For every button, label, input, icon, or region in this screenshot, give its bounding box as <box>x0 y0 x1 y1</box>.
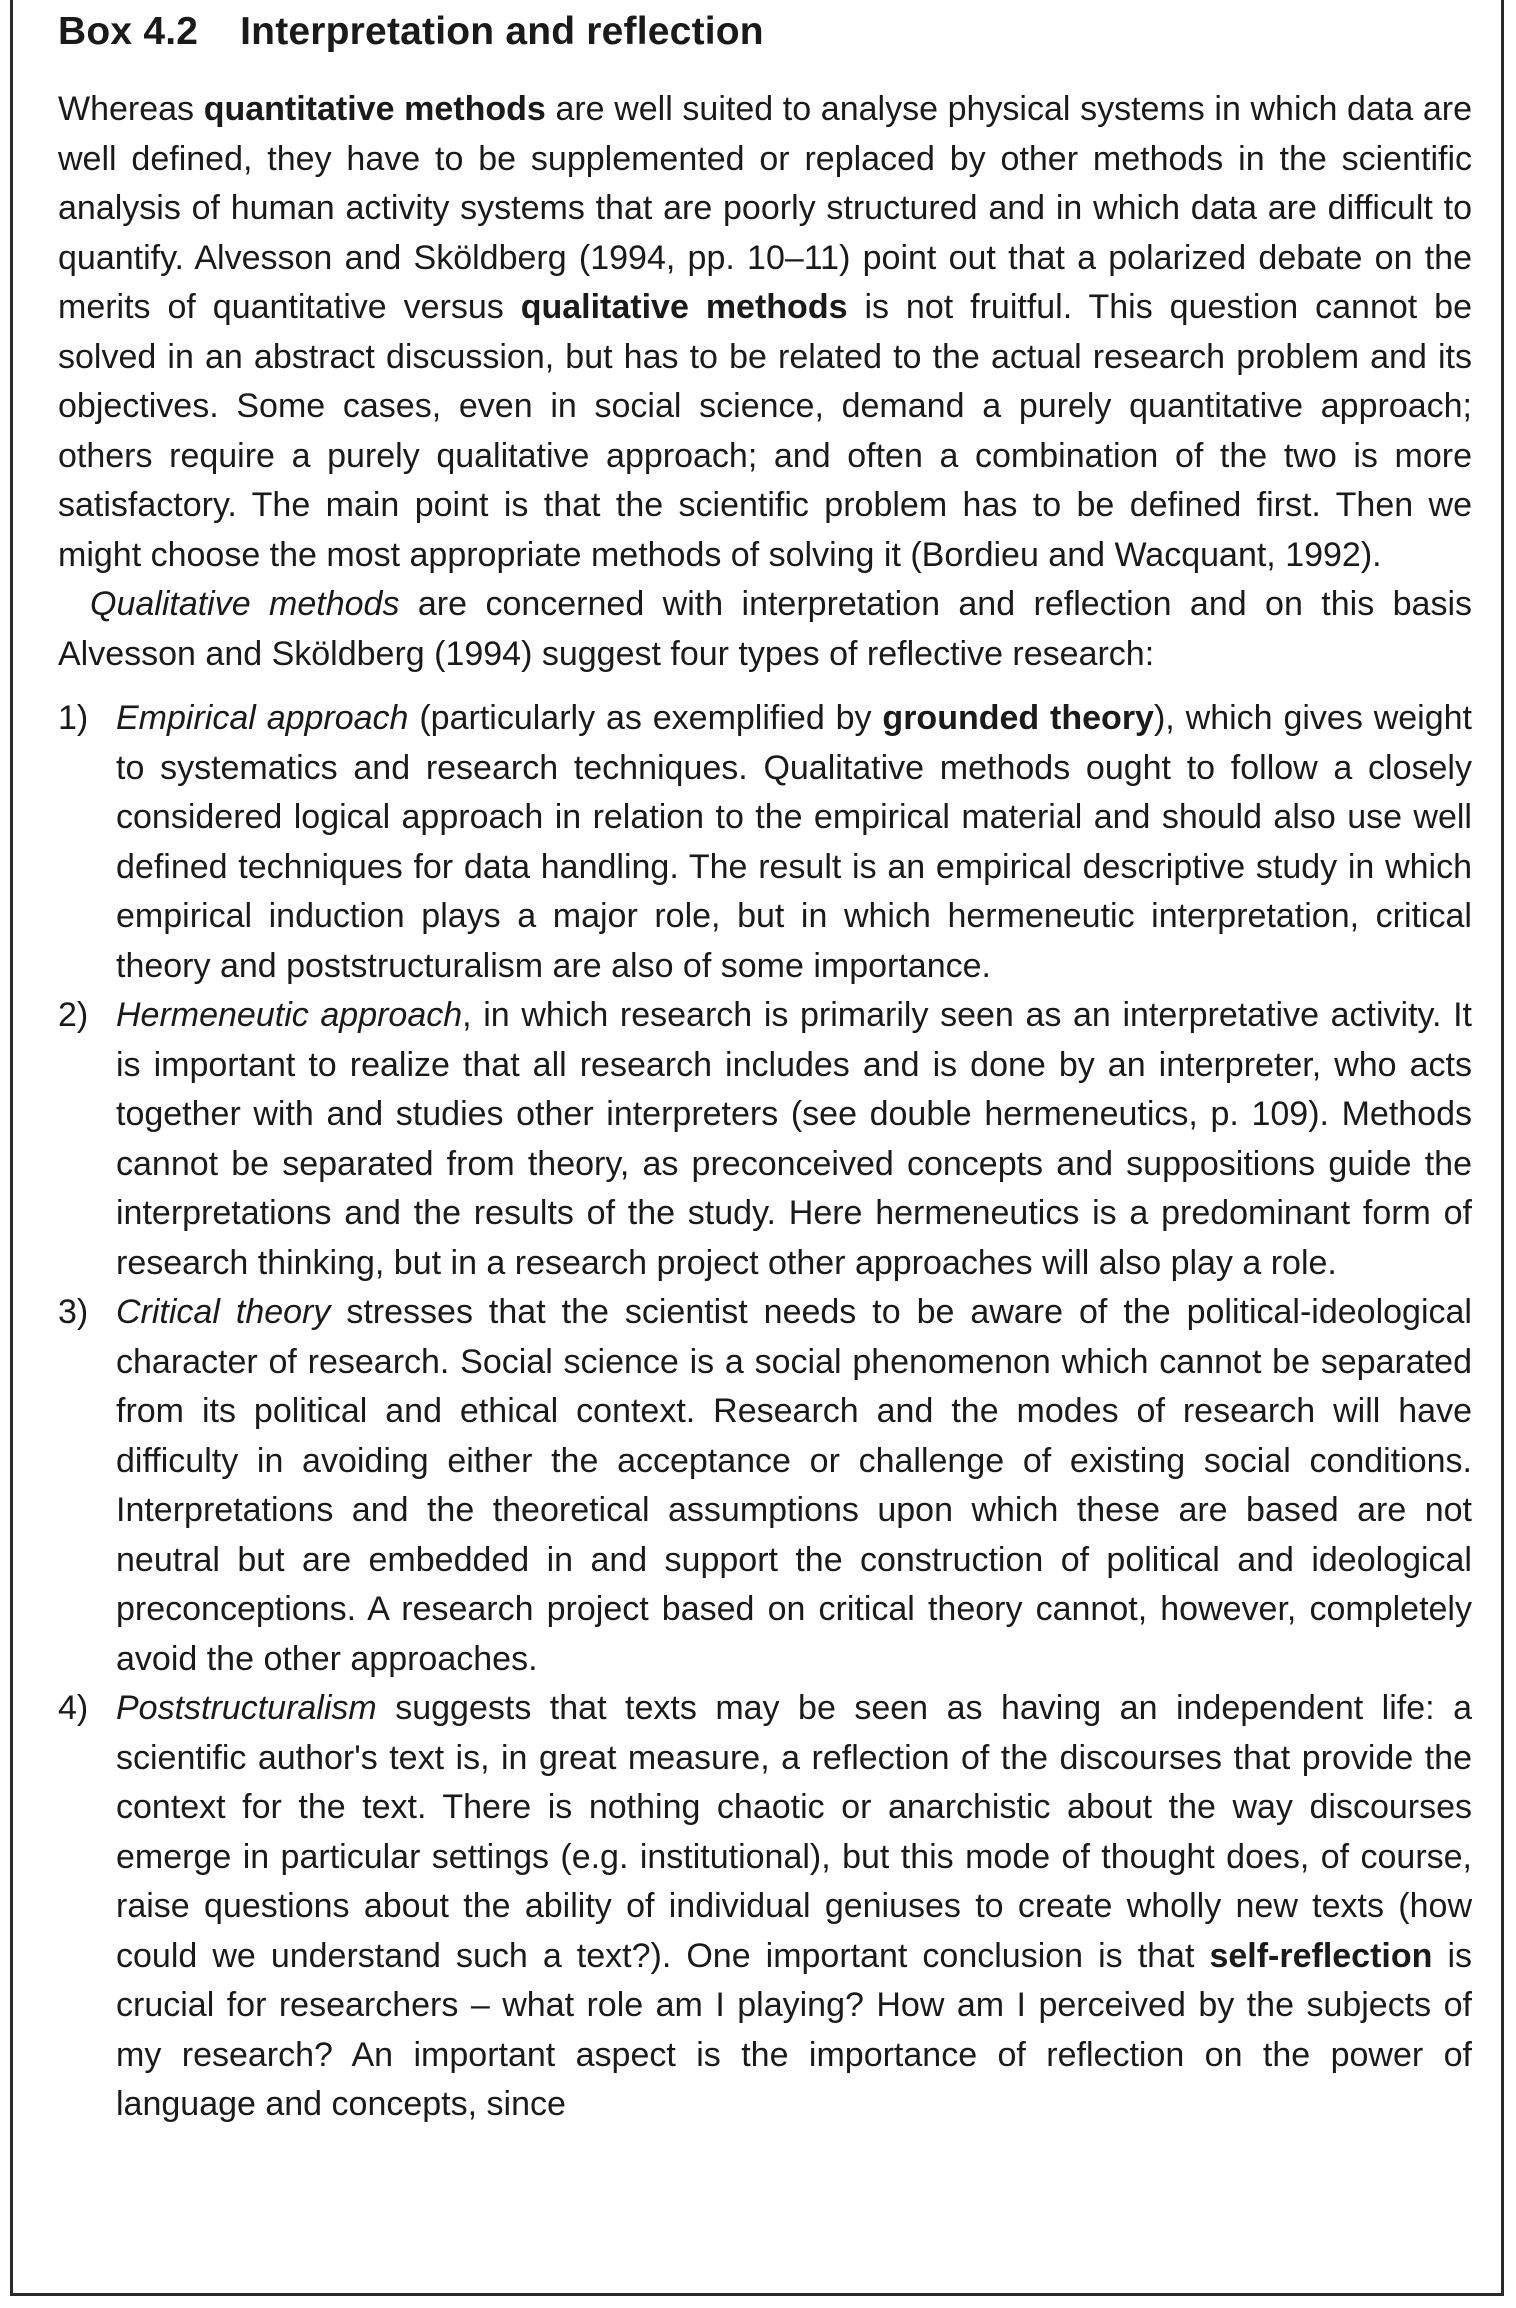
list-item: 2) Hermeneutic approach, in which research is primarily seen as an interpretative activity. It is important to realize that all research includes and is done by an interpreter, who acts together with and studies other interpreters (see double hermeneutics, p. 109). Methods cannot be separated from theory, as preconceived concepts and suppositions guide the interpretations and the results of the study. Here hermeneutics is a predominant form of research thinking, but in a research project other approaches will also play a role. <box>58 991 1472 1288</box>
list-item-number: 3) <box>58 1293 89 1331</box>
list-item-term: Hermeneutic approach <box>116 996 463 1034</box>
box-number: Box 4.2 <box>58 10 199 53</box>
reflective-research-list <box>58 694 1472 2130</box>
list-item-term: Critical theory <box>116 1293 331 1331</box>
list-item-number: 2) <box>58 996 89 1034</box>
box-title <box>58 10 764 54</box>
list-item-term: Poststructuralism <box>116 1689 377 1727</box>
list-item-number: 4) <box>58 1689 89 1727</box>
term-grounded-theory: grounded theory <box>882 699 1154 737</box>
list-item: 1) Empirical approach (particularly as exemplified by grounded theory), which gives weight to systematics and research techniques. Qualitative methods ought to follow a closely considered logical approach in relation to the empirical material and should also use well defined techniques for data handling. The result is an empirical descriptive study in which empirical induction plays a major role, but in which hermeneutic interpretation, critical theory and poststructuralism are also of some importance. <box>58 694 1472 991</box>
term-qualitative-methods-italic: Qualitative methods <box>90 585 400 623</box>
term-quantitative-methods: quantitative methods <box>203 90 546 128</box>
intro-paragraph-1: Whereas quantitative methods are well suited to analyse physical systems in which data are well defined, they have to be supplemented or replaced by other methods in the scientific analysis of human activity systems that are poorly structured and in which data are difficult to quantify. Alvesson and Sköldberg (1994, pp. 10–11) point out that a polarized debate on the merits of quantitative versus qualitative methods is not fruitful. This question cannot be solved in an abstract discussion, but has to be related to the actual research problem and its objectives. Some cases, even in social science, demand a purely quantitative approach; others require a purely qualitative approach; and often a combination of the two is more satisfactory. The main point is that the scientific problem has to be defined first. Then we might choose the most appropriate methods of solving it (Bordieu and Wacquant, 1992). <box>58 90 1472 574</box>
box-content <box>58 85 1472 2130</box>
list-item: 3) Critical theory stresses that the scientist needs to be aware of the political-ideological character of research. Social science is a social phenomenon which cannot be separated from its political and ethical context. Research and the modes of research will have difficulty in avoiding either the acceptance or challenge of existing social conditions. Interpretations and the theoretical assumptions upon which these are based are not neutral but are embedded in and support the construction of political and ideological preconceptions. A research project based on critical theory cannot, however, completely avoid the other approaches. <box>58 1288 1472 1684</box>
list-item-term: Empirical approach <box>116 699 409 737</box>
term-qualitative-methods: qualitative methods <box>520 288 848 326</box>
intro-paragraph-2: Qualitative methods are concerned with interpretation and reflection and on this basis Alvesson and Sköldberg (1994) suggest four types of reflective research: <box>58 585 1472 673</box>
term-self-reflection: self-reflection <box>1209 1936 1433 1975</box>
list-item: 4) Poststructuralism suggests that texts may be seen as having an independent life: a scientific author's text is, in great measure, a reflection of the discourses that provide the context for the text. There is nothing chaotic or anarchistic about the way discourses emerge in particular settings (e.g. institutional), but this mode of thought does, of course, raise questions about the ability of individual geniuses to create wholly new texts (how could we understand such a text?). One important conclusion is that self-reflection is crucial for researchers – what role am I playing? How am I perceived by the subjects of my research? An important aspect is the importance of reflection on the power of language and concepts, since <box>58 1684 1472 2130</box>
list-item-number: 1) <box>58 699 89 737</box>
box-heading: Interpretation and reflection <box>240 10 764 53</box>
